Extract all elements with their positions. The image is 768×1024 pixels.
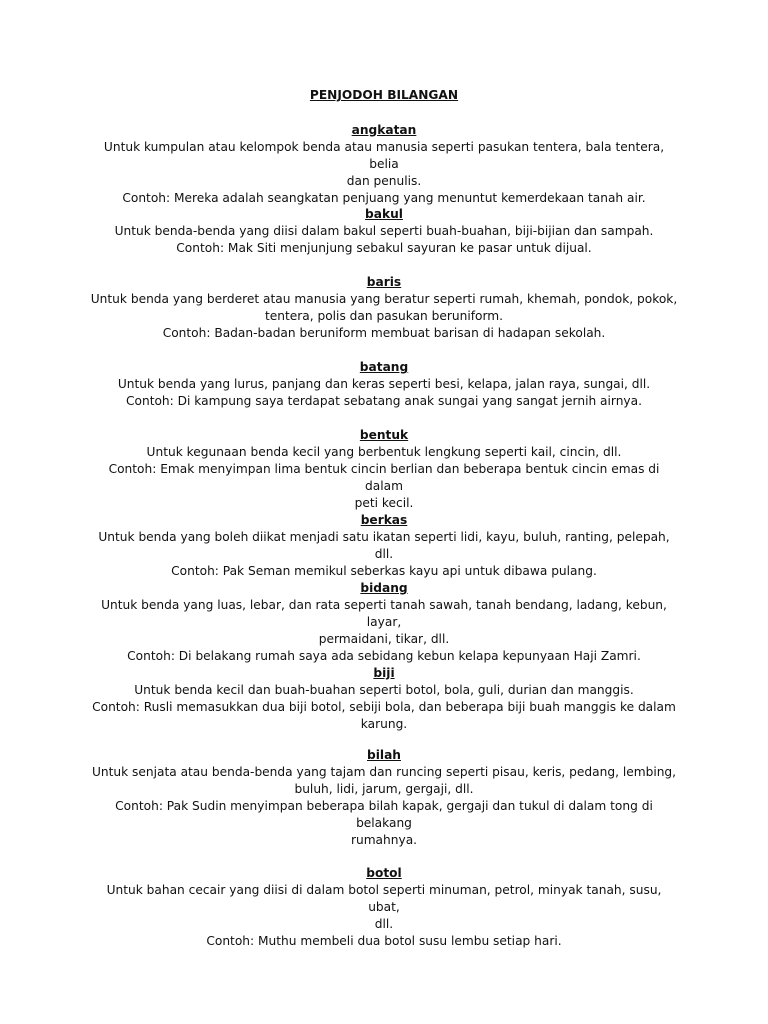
entry-line: Untuk benda yang lurus, panjang dan keras seperti besi, kelapa, jalan raya, sungai, dll. [117,377,651,391]
entry-line: tentera, polis dan pasukan beruniform. [264,309,504,323]
entry-example: Contoh: Rusli memasukkan dua biji botol, sebiji bola, dan beberapa biji buah manggis ke dalam [92,700,676,714]
entry-example: Contoh: Di kampung saya terdapat sebatang anak sungai yang sangat jernih airnya. [126,394,642,408]
entry-line: Untuk benda-benda yang diisi dalam bakul seperti buah-buahan, biji-bijian dan sampah. [114,224,654,238]
entry-example: Contoh: Muthu membeli dua botol susu lembu setiap hari. [206,934,562,948]
entry-term: bidang [360,581,408,595]
entry-batang [90,359,678,410]
entry-line: Untuk benda yang berderet atau manusia yang beratur seperti rumah, khemah, pondok, pokok, [90,292,678,306]
entry-term: bakul [365,207,403,221]
entry-line: peti kecil. [354,496,414,510]
entry-line: Untuk benda yang luas, lebar, dan rata seperti tanah sawah, tanah bendang, ladang, kebun, layar, [101,598,667,629]
entry-term: bilah [367,748,401,762]
entry-line: Untuk benda kecil dan buah-buahan seperti botol, bola, guli, durian dan manggis. [134,683,634,697]
entry-angkatan [90,122,678,207]
entry-example: Contoh: Di belakang rumah saya ada sebidang kebun kelapa kepunyaan Haji Zamri. [127,649,641,663]
entry-botol [90,865,678,950]
entry-line: Untuk senjata atau benda-benda yang tajam dan runcing seperti pisau, keris, pedang, lembing, [91,765,677,779]
entry-term: angkatan [351,123,417,137]
entry-term: biji [373,666,395,680]
entry-line: Untuk benda yang boleh diikat menjadi satu ikatan seperti lidi, kayu, buluh, ranting, pelepah, dll. [98,530,670,561]
entry-line: dll. [374,917,394,931]
entry-baris [90,274,678,342]
entry-example: Contoh: Emak menyimpan lima bentuk cincin berlian dan beberapa bentuk cincin emas di dalam [108,462,660,493]
entry-example: Contoh: Badan-badan beruniform membuat barisan di hadapan sekolah. [162,326,606,340]
entry-biji [90,665,678,733]
entry-term: baris [366,275,402,289]
entry-example: Contoh: Mereka adalah seangkatan penjuang yang menuntut kemerdekaan tanah air. [122,191,646,205]
entry-bentuk [90,427,678,512]
entry-line: dan penulis. [346,174,422,188]
entry-example: Contoh: Pak Seman memikul seberkas kayu api untuk dibawa pulang. [171,564,597,578]
entry-line: permaidani, tikar, dll. [318,632,450,646]
entry-term: botol [366,866,402,880]
entry-term: bentuk [359,428,409,442]
entry-line: karung. [360,717,408,731]
entry-bakul [90,206,678,257]
entry-term: berkas [360,513,408,527]
document-title: PENJODOH BILANGAN [309,88,459,102]
entry-line: rumahnya. [350,833,418,847]
entry-berkas [90,512,678,580]
entry-bilah [90,747,678,849]
entry-line: Untuk kumpulan atau kelompok benda atau manusia seperti pasukan tentera, bala tentera, belia [103,140,665,171]
entry-example: Contoh: Pak Sudin menyimpan beberapa bilah kapak, gergaji dan tukul di dalam tong di belakang [115,799,653,830]
entry-example: Contoh: Mak Siti menjunjung sebakul sayuran ke pasar untuk dijual. [176,241,592,255]
entry-line: Untuk bahan cecair yang diisi di dalam botol seperti minuman, petrol, minyak tanah, susu, ubat, [106,883,662,914]
entry-bidang [90,580,678,665]
entry-term: batang [359,360,409,374]
entry-line: buluh, lidi, jarum, gergaji, dll. [294,782,474,796]
entry-line: Untuk kegunaan benda kecil yang berbentuk lengkung seperti kail, cincin, dll. [146,445,622,459]
